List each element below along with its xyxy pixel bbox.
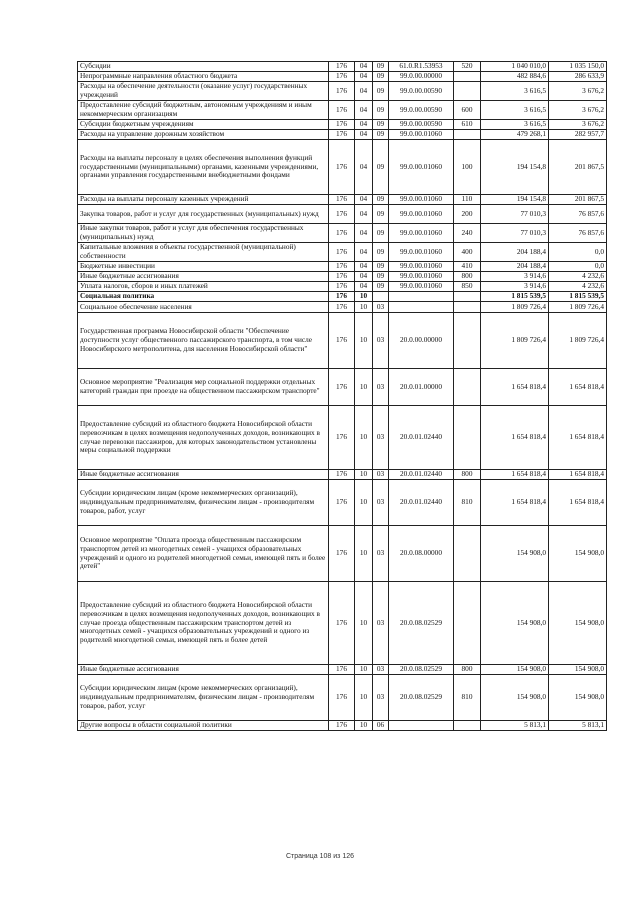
section-code: 04 — [355, 262, 373, 272]
section-code: 04 — [355, 120, 373, 130]
amount-year-2: 76 857,6 — [549, 205, 607, 224]
amount-year-1: 1 809 726,4 — [481, 302, 549, 313]
expense-type-code: 800 — [454, 272, 481, 282]
amount-year-1: 1 654 818,4 — [481, 406, 549, 470]
table-row — [78, 369, 607, 406]
amount-year-2: 5 813,1 — [549, 721, 607, 731]
table-row — [78, 282, 607, 292]
table-body — [78, 62, 607, 731]
expense-type-code: 240 — [454, 224, 481, 243]
grbs-code: 176 — [329, 721, 355, 731]
amount-year-2: 201 867,5 — [549, 195, 607, 205]
target-item-code: 20.0.08.02529 — [389, 665, 454, 675]
amount-year-2: 3 676,2 — [549, 101, 607, 120]
table-row — [78, 243, 607, 262]
grbs-code: 176 — [329, 282, 355, 292]
row-name: Закупка товаров, работ и услуг для государственных (муниципальных) нужд — [78, 205, 329, 224]
amount-year-1: 1 040 010,0 — [481, 62, 549, 72]
amount-year-2: 1 815 539,5 — [549, 292, 607, 302]
section-code: 04 — [355, 130, 373, 140]
target-item-code: 99.0.00.01060 — [389, 140, 454, 195]
grbs-code: 176 — [329, 470, 355, 480]
table-row — [78, 721, 607, 731]
amount-year-2: 1 654 818,4 — [549, 406, 607, 470]
expense-type-code: 110 — [454, 195, 481, 205]
row-name: Иные бюджетные ассигнования — [78, 665, 329, 675]
amount-year-1: 482 884,6 — [481, 72, 549, 82]
table-row — [78, 313, 607, 369]
target-item-code: 20.0.00.00000 — [389, 313, 454, 369]
table-row — [78, 82, 607, 101]
amount-year-1: 3 616,5 — [481, 120, 549, 130]
table-row — [78, 665, 607, 675]
subsection-code: 03 — [373, 582, 389, 665]
subsection-code: 09 — [373, 101, 389, 120]
amount-year-1: 1 809 726,4 — [481, 313, 549, 369]
expense-type-code — [454, 82, 481, 101]
expense-type-code: 850 — [454, 282, 481, 292]
table-row — [78, 205, 607, 224]
amount-year-2: 1 654 818,4 — [549, 470, 607, 480]
expense-type-code: 100 — [454, 140, 481, 195]
table-row — [78, 262, 607, 272]
table-row — [78, 224, 607, 243]
amount-year-2: 282 957,7 — [549, 130, 607, 140]
target-item-code: 99.0.00.01060 — [389, 205, 454, 224]
section-code: 10 — [355, 313, 373, 369]
amount-year-1: 3 914,6 — [481, 272, 549, 282]
amount-year-1: 77 010,3 — [481, 205, 549, 224]
section-code: 04 — [355, 82, 373, 101]
expense-type-code: 410 — [454, 262, 481, 272]
amount-year-1: 3 914,6 — [481, 282, 549, 292]
target-item-code: 99.0.00.01060 — [389, 272, 454, 282]
section-code: 04 — [355, 101, 373, 120]
row-name: Предоставление субсидий из областного бюджета Новосибирской области перевозчикам в целях возмещения недополученных доходов, возникающих в случае перевозки пассажиров, для которых законодательством установлены меры социальной поддержки — [78, 406, 329, 470]
amount-year-2: 286 633,9 — [549, 72, 607, 82]
expense-type-code: 800 — [454, 665, 481, 675]
row-name: Иные бюджетные ассигнования — [78, 272, 329, 282]
subsection-code: 03 — [373, 313, 389, 369]
amount-year-1: 154 908,0 — [481, 675, 549, 721]
row-name: Иные бюджетные ассигнования — [78, 470, 329, 480]
target-item-code: 99.0.00.01060 — [389, 130, 454, 140]
row-name: Основное мероприятие "Реализация мер социальной поддержки отдельных категорий граждан при проезде на общественном пассажирском транспорте" — [78, 369, 329, 406]
row-name: Субсидии — [78, 62, 329, 72]
amount-year-2: 1 654 818,4 — [549, 369, 607, 406]
amount-year-1: 194 154,8 — [481, 140, 549, 195]
subsection-code: 06 — [373, 721, 389, 731]
amount-year-1: 1 654 818,4 — [481, 369, 549, 406]
amount-year-1: 1 654 818,4 — [481, 470, 549, 480]
row-name: Субсидии юридическим лицам (кроме некоммерческих организаций), индивидуальным предпринимателям, физическим лицам - производителям товаров, работ, услуг — [78, 675, 329, 721]
table-row — [78, 72, 607, 82]
table-row — [78, 406, 607, 470]
target-item-code: 99.0.00.00590 — [389, 101, 454, 120]
amount-year-1: 204 188,4 — [481, 262, 549, 272]
section-code: 04 — [355, 243, 373, 262]
grbs-code: 176 — [329, 205, 355, 224]
amount-year-1: 194 154,8 — [481, 195, 549, 205]
amount-year-1: 5 813,1 — [481, 721, 549, 731]
table-row — [78, 480, 607, 526]
amount-year-2: 4 232,6 — [549, 272, 607, 282]
amount-year-2: 0,0 — [549, 243, 607, 262]
subsection-code: 09 — [373, 140, 389, 195]
target-item-code — [389, 292, 454, 302]
subsection-code: 03 — [373, 480, 389, 526]
amount-year-1: 154 908,0 — [481, 665, 549, 675]
amount-year-1: 1 815 539,5 — [481, 292, 549, 302]
amount-year-2: 76 857,6 — [549, 224, 607, 243]
section-code: 04 — [355, 62, 373, 72]
target-item-code: 20.0.01.02440 — [389, 406, 454, 470]
expense-type-code: 520 — [454, 62, 481, 72]
section-code: 10 — [355, 721, 373, 731]
target-item-code: 99.0.00.01060 — [389, 195, 454, 205]
target-item-code: 20.0.08.02529 — [389, 582, 454, 665]
target-item-code: 99.0.00.00590 — [389, 82, 454, 101]
target-item-code — [389, 721, 454, 731]
expense-type-code: 400 — [454, 243, 481, 262]
section-code: 10 — [355, 470, 373, 480]
grbs-code: 176 — [329, 224, 355, 243]
grbs-code: 176 — [329, 582, 355, 665]
table-row — [78, 292, 607, 302]
row-name: Непрограммные направления областного бюджета — [78, 72, 329, 82]
expense-type-code: 200 — [454, 205, 481, 224]
grbs-code: 176 — [329, 130, 355, 140]
row-name: Расходы на обеспечение деятельности (оказание услуг) государственных учреждений — [78, 82, 329, 101]
amount-year-2: 1 809 726,4 — [549, 302, 607, 313]
amount-year-1: 3 616,5 — [481, 82, 549, 101]
amount-year-2: 154 908,0 — [549, 665, 607, 675]
row-name: Расходы на выплаты персоналу казенных учреждений — [78, 195, 329, 205]
amount-year-2: 154 908,0 — [549, 675, 607, 721]
grbs-code: 176 — [329, 72, 355, 82]
subsection-code: 03 — [373, 369, 389, 406]
subsection-code: 09 — [373, 120, 389, 130]
target-item-code: 20.0.01.00000 — [389, 369, 454, 406]
table-row — [78, 675, 607, 721]
row-name: Иные закупки товаров, работ и услуг для обеспечения государственных (муниципальных) нужд — [78, 224, 329, 243]
target-item-code: 99.0.00.01060 — [389, 224, 454, 243]
grbs-code: 176 — [329, 526, 355, 582]
amount-year-2: 4 232,6 — [549, 282, 607, 292]
amount-year-2: 1 035 150,0 — [549, 62, 607, 72]
table-row — [78, 272, 607, 282]
expense-type-code: 810 — [454, 480, 481, 526]
amount-year-2: 0,0 — [549, 262, 607, 272]
grbs-code: 176 — [329, 272, 355, 282]
row-name: Бюджетные инвестиции — [78, 262, 329, 272]
expense-type-code — [454, 582, 481, 665]
subsection-code: 03 — [373, 665, 389, 675]
subsection-code: 03 — [373, 675, 389, 721]
target-item-code: 61.0.R1.53953 — [389, 62, 454, 72]
grbs-code: 176 — [329, 120, 355, 130]
table-row — [78, 470, 607, 480]
subsection-code: 03 — [373, 302, 389, 313]
section-code: 04 — [355, 282, 373, 292]
amount-year-1: 154 908,0 — [481, 526, 549, 582]
amount-year-1: 3 616,5 — [481, 101, 549, 120]
grbs-code: 176 — [329, 406, 355, 470]
subsection-code — [373, 292, 389, 302]
target-item-code: 99.0.00.00000 — [389, 72, 454, 82]
amount-year-2: 154 908,0 — [549, 526, 607, 582]
grbs-code: 176 — [329, 665, 355, 675]
subsection-code: 09 — [373, 282, 389, 292]
section-code: 04 — [355, 224, 373, 243]
row-name: Другие вопросы в области социальной политики — [78, 721, 329, 731]
budget-table — [77, 61, 607, 731]
amount-year-2: 3 676,2 — [549, 82, 607, 101]
table-row — [78, 130, 607, 140]
target-item-code: 99.0.00.00590 — [389, 120, 454, 130]
section-code: 10 — [355, 302, 373, 313]
page-number: Страница 108 из 126 — [285, 853, 355, 860]
subsection-code: 09 — [373, 62, 389, 72]
table-row — [78, 101, 607, 120]
section-code: 04 — [355, 72, 373, 82]
subsection-code: 09 — [373, 195, 389, 205]
amount-year-1: 1 654 818,4 — [481, 480, 549, 526]
subsection-code: 09 — [373, 205, 389, 224]
target-item-code: 99.0.00.01060 — [389, 282, 454, 292]
grbs-code: 176 — [329, 82, 355, 101]
expense-type-code: 800 — [454, 470, 481, 480]
grbs-code: 176 — [329, 62, 355, 72]
subsection-code: 09 — [373, 72, 389, 82]
row-name: Предоставление субсидий бюджетным, автономным учреждениям и иным некоммерческим организациям — [78, 101, 329, 120]
table-row — [78, 195, 607, 205]
subsection-code: 09 — [373, 82, 389, 101]
expense-type-code — [454, 130, 481, 140]
expense-type-code: 600 — [454, 101, 481, 120]
grbs-code: 176 — [329, 480, 355, 526]
expense-type-code — [454, 72, 481, 82]
target-item-code: 99.0.00.01060 — [389, 243, 454, 262]
section-code: 10 — [355, 369, 373, 406]
subsection-code: 09 — [373, 224, 389, 243]
expense-type-code: 610 — [454, 120, 481, 130]
row-name: Социальное обеспечение населения — [78, 302, 329, 313]
grbs-code: 176 — [329, 369, 355, 406]
target-item-code: 20.0.01.02440 — [389, 480, 454, 526]
expense-type-code — [454, 369, 481, 406]
target-item-code: 20.0.08.00000 — [389, 526, 454, 582]
table-row — [78, 582, 607, 665]
amount-year-2: 201 867,5 — [549, 140, 607, 195]
section-code: 04 — [355, 272, 373, 282]
subsection-code: 03 — [373, 526, 389, 582]
section-code: 10 — [355, 406, 373, 470]
expense-type-code — [454, 313, 481, 369]
section-code: 10 — [355, 665, 373, 675]
amount-year-1: 479 268,1 — [481, 130, 549, 140]
target-item-code — [389, 302, 454, 313]
section-code: 10 — [355, 582, 373, 665]
grbs-code: 176 — [329, 243, 355, 262]
amount-year-1: 154 908,0 — [481, 582, 549, 665]
grbs-code: 176 — [329, 292, 355, 302]
subsection-code: 09 — [373, 272, 389, 282]
section-code: 04 — [355, 205, 373, 224]
expense-type-code: 810 — [454, 675, 481, 721]
row-name: Предоставление субсидий из областного бюджета Новосибирской области перевозчикам в целях возмещения недополученных доходов, возникающих в случае проезда общественным пассажирским транспортом детей из многодетных семей - учащихся образовательных учреждений и одного из родителей многодетной семьи, имеющей пять и более детей — [78, 582, 329, 665]
row-name: Капитальные вложения в объекты государственной (муниципальной) собственности — [78, 243, 329, 262]
row-name: Уплата налогов, сборов и иных платежей — [78, 282, 329, 292]
section-code: 10 — [355, 480, 373, 526]
table-row — [78, 62, 607, 72]
subsection-code: 09 — [373, 243, 389, 262]
row-name: Субсидии юридическим лицам (кроме некоммерческих организаций), индивидуальным предпринимателям, физическим лицам - производителям товаров, работ, услуг — [78, 480, 329, 526]
subsection-code: 09 — [373, 130, 389, 140]
row-name: Основное мероприятие "Оплата проезда общественным пассажирским транспортом детей из многодетных семей - учащихся образовательных учреждений и одного из родителей многодетной семьи, имеющей пять и более детей" — [78, 526, 329, 582]
grbs-code: 176 — [329, 101, 355, 120]
grbs-code: 176 — [329, 675, 355, 721]
amount-year-1: 204 188,4 — [481, 243, 549, 262]
subsection-code: 03 — [373, 470, 389, 480]
amount-year-2: 1 809 726,4 — [549, 313, 607, 369]
row-name: Социальная политика — [78, 292, 329, 302]
target-item-code: 99.0.00.01060 — [389, 262, 454, 272]
grbs-code: 176 — [329, 140, 355, 195]
grbs-code: 176 — [329, 195, 355, 205]
amount-year-2: 154 908,0 — [549, 582, 607, 665]
row-name: Государственная программа Новосибирской области "Обеспечение доступности услуг общественного пассажирского транспорта, в том числе Новосибирского метрополитена, для населения Новосибирской области" — [78, 313, 329, 369]
grbs-code: 176 — [329, 262, 355, 272]
amount-year-2: 1 654 818,4 — [549, 480, 607, 526]
row-name: Расходы на выплаты персоналу в целях обеспечения выполнения функций государственными (муниципальными) органами, казенными учреждениями, органами управления государственными внебюджетными фондами — [78, 140, 329, 195]
expense-type-code — [454, 526, 481, 582]
section-code: 04 — [355, 195, 373, 205]
table-row — [78, 140, 607, 195]
section-code: 10 — [355, 526, 373, 582]
amount-year-2: 3 676,2 — [549, 120, 607, 130]
target-item-code: 20.0.08.02529 — [389, 675, 454, 721]
amount-year-1: 77 010,3 — [481, 224, 549, 243]
section-code: 10 — [355, 675, 373, 721]
subsection-code: 03 — [373, 406, 389, 470]
table-row — [78, 302, 607, 313]
section-code: 04 — [355, 140, 373, 195]
grbs-code: 176 — [329, 313, 355, 369]
table-row — [78, 526, 607, 582]
expense-type-code — [454, 302, 481, 313]
row-name: Расходы на управление дорожным хозяйством — [78, 130, 329, 140]
expense-type-code — [454, 406, 481, 470]
row-name: Субсидии бюджетным учреждениям — [78, 120, 329, 130]
target-item-code: 20.0.01.02440 — [389, 470, 454, 480]
expense-type-code — [454, 292, 481, 302]
section-code: 10 — [355, 292, 373, 302]
subsection-code: 09 — [373, 262, 389, 272]
grbs-code: 176 — [329, 302, 355, 313]
table-row — [78, 120, 607, 130]
expense-type-code — [454, 721, 481, 731]
